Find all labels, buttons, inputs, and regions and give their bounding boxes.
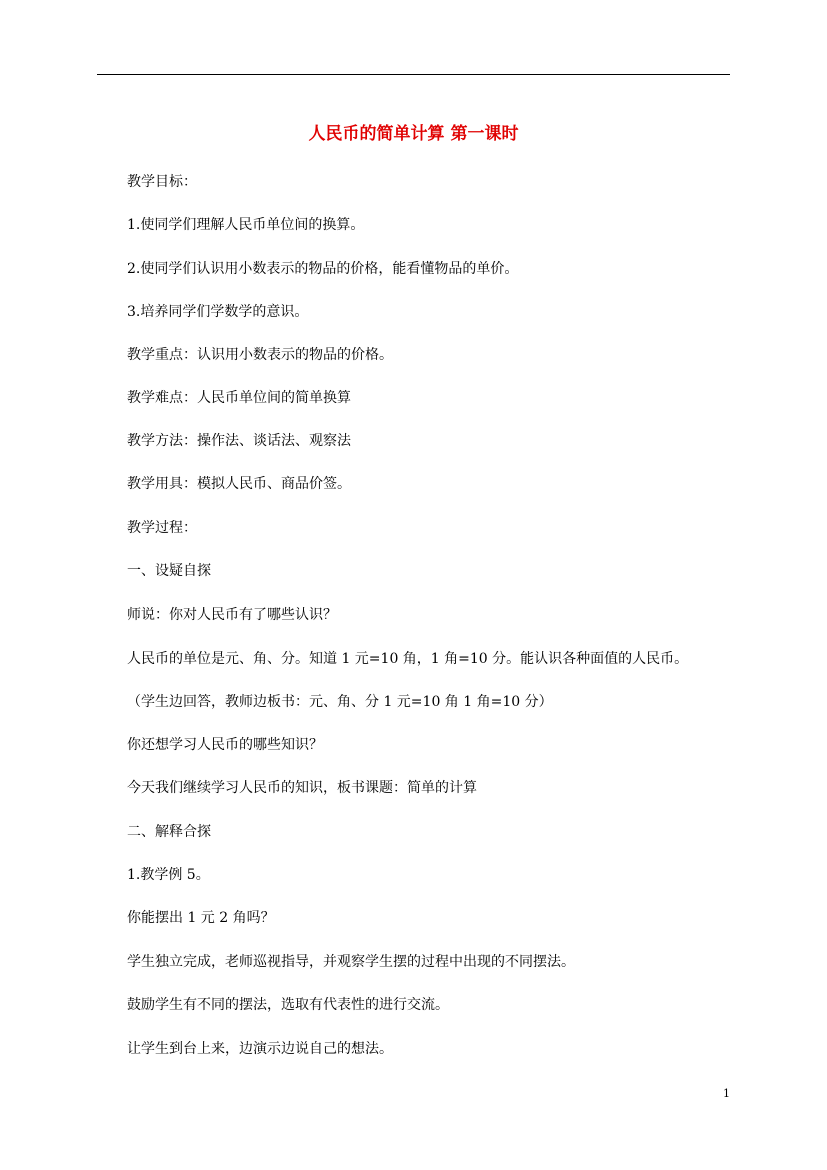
paragraph: 1.使同学们理解人民币单位间的换算。 <box>127 217 365 233</box>
paragraph: 学生独立完成，老师巡视指导，并观察学生摆的过程中出现的不同摆法。 <box>127 954 575 970</box>
paragraph: （学生边回答，教师边板书：元、角、分 1 元=10 角 1 角=10 分） <box>127 694 553 710</box>
paragraph: 2.使同学们认识用小数表示的物品的价格，能看懂物品的单价。 <box>127 261 519 277</box>
paragraph: 你还想学习人民币的哪些知识？ <box>127 737 323 753</box>
header-rule <box>97 74 730 75</box>
paragraph: 教学重点：认识用小数表示的物品的价格。 <box>127 347 393 363</box>
paragraph: 让学生到台上来，边演示边说自己的想法。 <box>127 1041 393 1057</box>
document-title: 人民币的简单计算 第一课时 <box>308 124 519 144</box>
section-heading: 一、设疑自探 <box>127 563 211 579</box>
page-number: 1 <box>723 1087 730 1100</box>
paragraph: 鼓励学生有不同的摆法，选取有代表性的进行交流。 <box>127 997 449 1013</box>
paragraph: 师说：你对人民币有了哪些认识？ <box>127 607 337 623</box>
paragraph: 人民币的单位是元、角、分。知道 1 元=10 角，1 角=10 分。能认识各种面值的人民币。 <box>127 651 689 667</box>
paragraph: 1.教学例 5。 <box>127 867 210 883</box>
paragraph: 教学方法：操作法、谈话法、观察法 <box>127 433 351 449</box>
paragraph: 教学目标： <box>127 174 197 190</box>
section-heading: 二、解释合探 <box>127 824 211 840</box>
paragraph: 3.培养同学们学数学的意识。 <box>127 304 309 320</box>
paragraph: 今天我们继续学习人民币的知识，板书课题：简单的计算 <box>127 780 477 796</box>
paragraph: 教学用具：模拟人民币、商品价签。 <box>127 476 351 492</box>
paragraph: 教学难点：人民币单位间的简单换算 <box>127 390 351 406</box>
paragraph: 你能摆出 1 元 2 角吗？ <box>127 910 275 926</box>
paragraph: 教学过程： <box>127 520 197 536</box>
